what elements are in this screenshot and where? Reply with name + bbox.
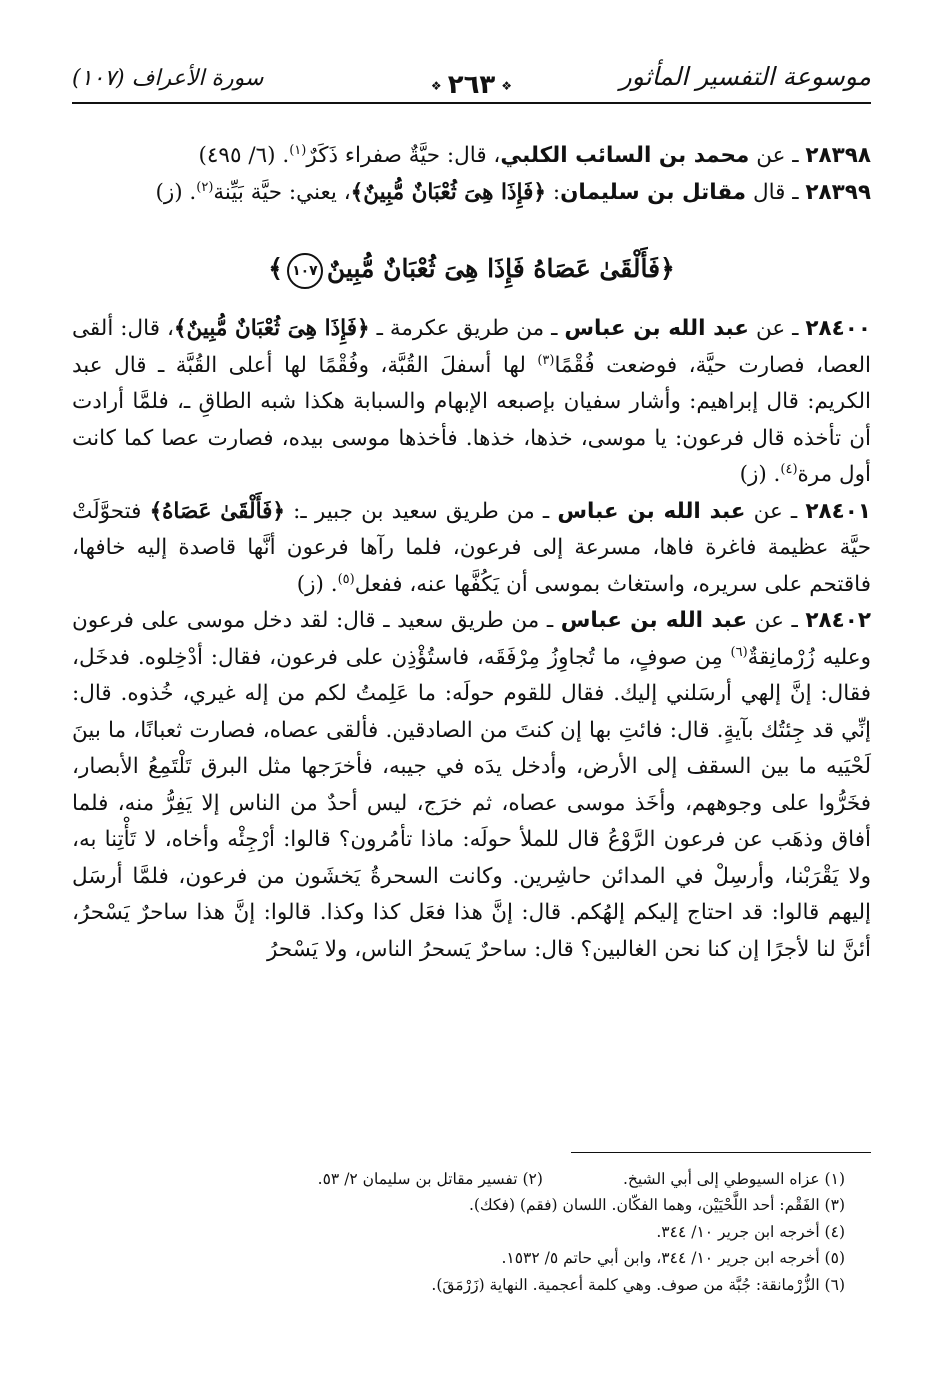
ornament-icon: ❖	[501, 78, 513, 93]
footnote-ref: (٢)	[196, 179, 214, 195]
footnote-ref: (٤)	[780, 461, 798, 477]
ayah-number-icon: ١٠٧	[287, 253, 323, 289]
narration-number: ٢٨٤٠٠	[805, 316, 871, 341]
text-run: ـ عن	[748, 316, 806, 341]
main-text	[72, 138, 871, 968]
ornament-icon: ❖	[430, 78, 442, 93]
quran-quote: ﴿فَإِذَا هِىَ ثُعْبَانٌ مُّبِينٌ﴾	[350, 179, 546, 205]
text-run: مِن صوفٍ، ما تُجاوِزُ مِرْفَقَه، فاستُؤْذِن على فرعون، فقال: أدْخِلوه. فدخَل، فقال: إنَّ إلهي أرسَلني إليك. فقال للقوم حولَه: ما عَلِمتُ لكم من إله غيري، خُذوه. قال: إنِّي قد جِئتُك بآيةٍ. قال: فائتِ بها إن كنتَ من الصادقين. فألقى عصاه، فصارت ثعبانًا، ما بينَ لَحْيَيه ما بين السقف إلى الأرض، وأدخل يدَه في جيبه، فأخرَجها مثل البرق تَلْتَمِعُ الأبصار، فخَرُّوا على وجوههم، وأخَذ موسى عصاه، ثم خرَج، ليس أحدٌ من الناس إلا يَفِرُّ منه، فلما أفاق وذهَب عن فرعون الرَّوْعُ قال للملأ حولَه: ماذا تأمُرون؟ قالوا: أرْجِئْه وأخاه، لا تَأْتِنا به، ولا يَقْرَبْنا، وأرسِلْ في المدائن حاشِرين. وكانت السحرةُ يَخشَون من فرعون، فلمَّا أرسَل إليهم قالوا: قد احتاج إليكم إلهُكم. قال: إنَّ هذا فعَل كذا وكذا. قالوا: إنَّ هذا ساحرٌ يَسْحرُ، أئنَّ لنا لأجرًا إن كنا نحن الغالبين؟ قال: ساحرٌ يَسحرُ الناس، ولا يَسْحرُ	[72, 644, 871, 962]
text-run: ـ عن	[745, 498, 806, 524]
running-title: موسوعة التفسير المأثور	[619, 62, 871, 91]
page-header	[72, 60, 871, 114]
footnote-ref: (٦)	[730, 644, 748, 660]
footnote-4: (٤) أخرجه ابن جرير ١٠/ ٣٤٤.	[656, 1222, 845, 1241]
narrator-name: عبد الله بن عباس	[564, 316, 749, 341]
narrator-name: مقاتل بن سليمان	[560, 179, 747, 205]
footnote-5: (٥) أخرجه ابن جرير ١٠/ ٣٤٤، وابن أبي حاتم ٥/ ١٥٣٢.	[501, 1249, 845, 1268]
quran-quote: ﴿فَأَلْقَىٰ عَصَاهُ﴾	[149, 498, 286, 524]
footnote-2: (٢) تفسير مقاتل بن سليمان ٢/ ٥٣.	[317, 1170, 543, 1188]
text-run: . (٦/ ٤٩٥)	[198, 143, 290, 168]
text-run: . (ز)	[739, 462, 781, 487]
text-run: لها أسفلَ القُبَّة، وفُقْمًا لها أعلى القُبَّة ـ قال عبد الكريم: قال إبراهيم: وأشار سفيان بإصبعه الإبهام والسبابة هكذا شبه الطاقِ ـ، فلمَّا أرادت أن تأخذه قال فرعون: يا موسى، خذها، خذها. فأخذها موسى بيده، فصارت عصا كما كانت أول مرة	[72, 352, 871, 487]
text-run: ، يعني: حيَّة بَيِّنة	[213, 179, 351, 205]
narration-28398	[72, 138, 871, 175]
footnote-6: (٦) الزُّرْمانقة: جُبَّة من صوف. وهي كلمة أعجمية. النهاية (زَرْمَقَ).	[431, 1275, 845, 1294]
narration-number: ٢٨٣٩٩	[805, 179, 871, 205]
footnote-1: (١) عزاه السيوطي إلى أبي الشيخ.	[622, 1170, 845, 1188]
text-run: ـ من طريق سعيد بن جبير ـ:	[285, 498, 558, 524]
text-run: ـ من طريق سعيد ـ قال: لقد دخل موسى على فرعون وعليه زُرْمانِقةٌ	[72, 608, 871, 670]
footnotes	[72, 1166, 845, 1298]
verse-text: ﴿فَأَلْقَىٰ عَصَاهُ فَإِذَا هِىَ ثُعْبَانٌ مُّبِينٌ	[326, 254, 675, 283]
text-run: . (ز)	[296, 571, 338, 597]
page-number	[425, 70, 518, 100]
header-divider	[72, 102, 871, 104]
text-run: ـ قال	[746, 179, 806, 205]
footnote-ref: (١)	[289, 142, 307, 158]
text-run: ـ عن	[749, 143, 806, 168]
narration-28402	[72, 603, 871, 968]
footnote-divider	[571, 1152, 871, 1153]
text-run: ، قال: حيَّةٌ صفراء ذَكَرٌ	[306, 143, 501, 168]
narration-number: ٢٨٣٩٨	[805, 143, 871, 168]
narration-28399	[72, 175, 871, 212]
text-run: ، قال: ألقى العصا، فصارت حيَّة، فوضعت فُقْمًا	[72, 316, 871, 378]
text-run: فتحوَّلَتْ حيَّة عظيمة فاغرة فاها، مسرعة إلى فرعون، فلما رآها فرعون أنَّها قاصدة إليه خافها، فاقتحم على سريره، واستغاث بموسى أن يَكُفَّها عنه، ففعل	[72, 498, 871, 597]
page-number-value: ٢٦٣	[447, 70, 496, 100]
footnote-3: (٣) الفَقْم: أحد اللَّحْيَيْن، وهما الفكّان. اللسان (فقم) (فكك).	[468, 1196, 845, 1215]
text-run: :	[545, 179, 561, 205]
quran-quote: ﴿فَإِذَا هِىَ ثُعْبَانٌ مُّبِينٌ﴾	[173, 316, 370, 341]
surah-title: سورة الأعراف (١٠٧)	[72, 66, 264, 91]
narration-number: ٢٨٤٠٢	[805, 608, 871, 633]
narration-28401	[72, 494, 871, 604]
footnote-ref: (٣)	[537, 352, 555, 368]
narration-number: ٢٨٤٠١	[805, 498, 871, 524]
narrator-name: محمد بن السائب الكلبي	[500, 143, 750, 168]
text-run: . (ز)	[155, 179, 197, 205]
footnote-row	[72, 1166, 845, 1192]
verse-heading	[72, 249, 871, 289]
text-run: ـ عن	[747, 608, 806, 633]
footnote-ref: (٥)	[337, 571, 355, 587]
narration-28400	[72, 311, 871, 494]
verse-close: ﴾	[268, 254, 283, 283]
narrator-name: عبد الله بن عباس	[560, 608, 748, 633]
text-run: ـ من طريق عكرمة ـ	[369, 316, 565, 341]
narrator-name: عبد الله بن عباس	[557, 498, 746, 524]
